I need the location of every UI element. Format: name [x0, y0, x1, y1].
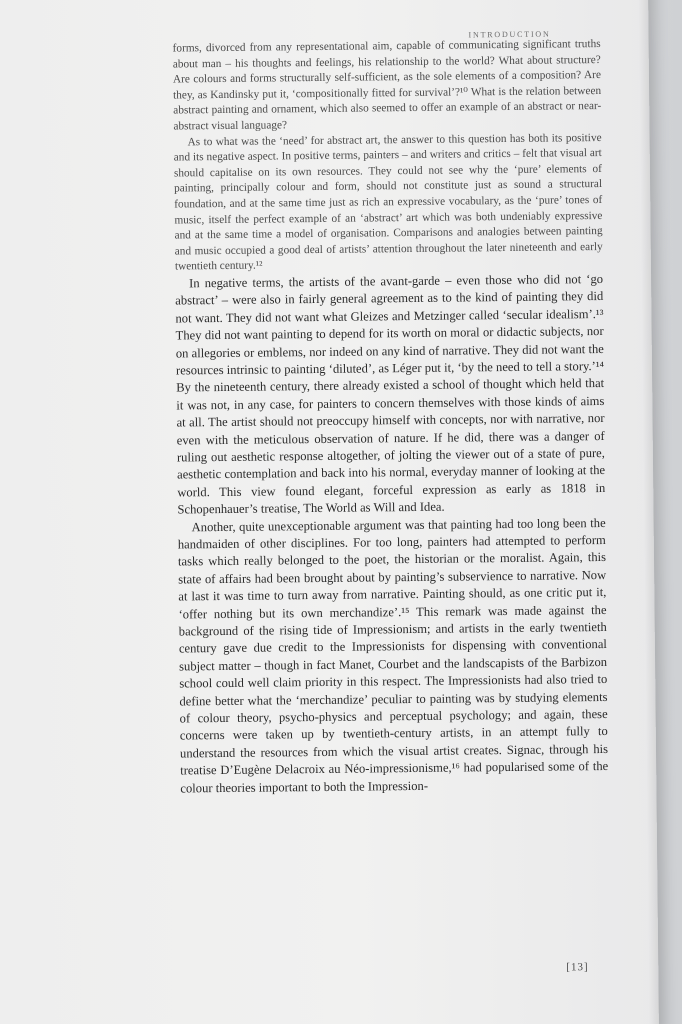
paragraph: forms, divorced from any representational aim, capable of communicating significant truths about man – his thoughts and feelings, his relationship to the world? What about structure? Are colours and forms structurally self-sufficient, as the sole elements of a composition? Are they, as Kandinsky put it, ‘compositionally fitted for survival’?¹⁰ What is the relation between abstract painting and ornament, which also seemed to offer an example of an abstract or near-abstract visual language? — [172, 38, 602, 133]
page-edge-shadow — [638, 0, 659, 1024]
paragraph: In negative terms, the artists of the avant-garde – even those who did not ‘go abstract’ – were also in fairly general agreement as to the kind of painting they did not want. They did not want what Gleizes and Metzinger called ‘secular idealism’.¹³ They did not want painting to depend for its worth on moral or didactic subjects, nor on allegories or emblems, nor indeed on any kind of narrative. They did not want the resources intrinsic to painting ‘diluted’, as Léger put it, ‘by the need to tell a story.’¹⁴ By the nineteenth century, there already existed a school of thought which held that it was not, in any case, for painters to concern themselves with those kinds of aims at all. The artist should not preoccupy himself with concepts, nor with narrative, nor even with the meticulous observation of nature. If he did, there was a danger of ruling out aesthetic response altogether, of jolting the viewer out of a state of pure, aesthetic contemplation and back into his normal, everyday manner of looking at the world. This view found elegant, forceful expression as early as 1818 in Schopenhauer’s treatise, The World as Will and Idea. — [175, 271, 606, 517]
running-head: INTRODUCTION — [468, 29, 551, 40]
paragraph: Another, quite unexceptionable argument was that painting had too long been the handmaiden of other disciplines. For too long, painters had attempted to perform tasks which really belonged to the poet, the historian or the moralist. Again, this state of affairs had been brought about by painting’s subservience to narrative. Now at last it was time to turn away from narrative. Painting should, as one critic put it, ‘offer nothing but its own merchandize’.¹⁵ This remark was made against the background of the rising tide of Impressionism; and artists in the early twentieth century gave due credit to the Impressionists for dispensing with conventional subject matter – though in fact Manet, Courbet and the landscapists of the Barbizon school could well claim priority in this respect. The Impressionists had also tried to define better what the ‘merchandize’ peculiar to painting was by studying elements of colour theory, psycho-physics and perceptual psychology; and again, these concerns were taken up by twentieth-century artists, in an attempt fully to understand the resources from which the visual artist creates. Signac, through his treatise D’Eugène Delacroix au Néo-impressionisme,¹⁶ had popularised some of the colour theories important to both the Impression- — [177, 515, 609, 796]
paragraph: As to what was the ‘need’ for abstract art, the answer to this question has both its positive and its negative aspect. In positive terms, painters – and writers and critics – felt that visual art should capitalise on its own resources. They could not see why the ‘pure’ elements of painting, principally colour and form, should not constitute just as sound a structural foundation, and at the same time just as rich an expressive vocabulary, as the ‘pure’ tones of music, itself the perfect example of an ‘abstract’ art which was both undeniably expressive and at the same time a model of organisation. Comparisons and analogies between painting and music occupied a good deal of artists’ attention throughout the later nineteenth and early twentieth century.¹² — [173, 131, 603, 273]
body-text — [173, 37, 609, 798]
page-number: [13] — [566, 961, 589, 974]
